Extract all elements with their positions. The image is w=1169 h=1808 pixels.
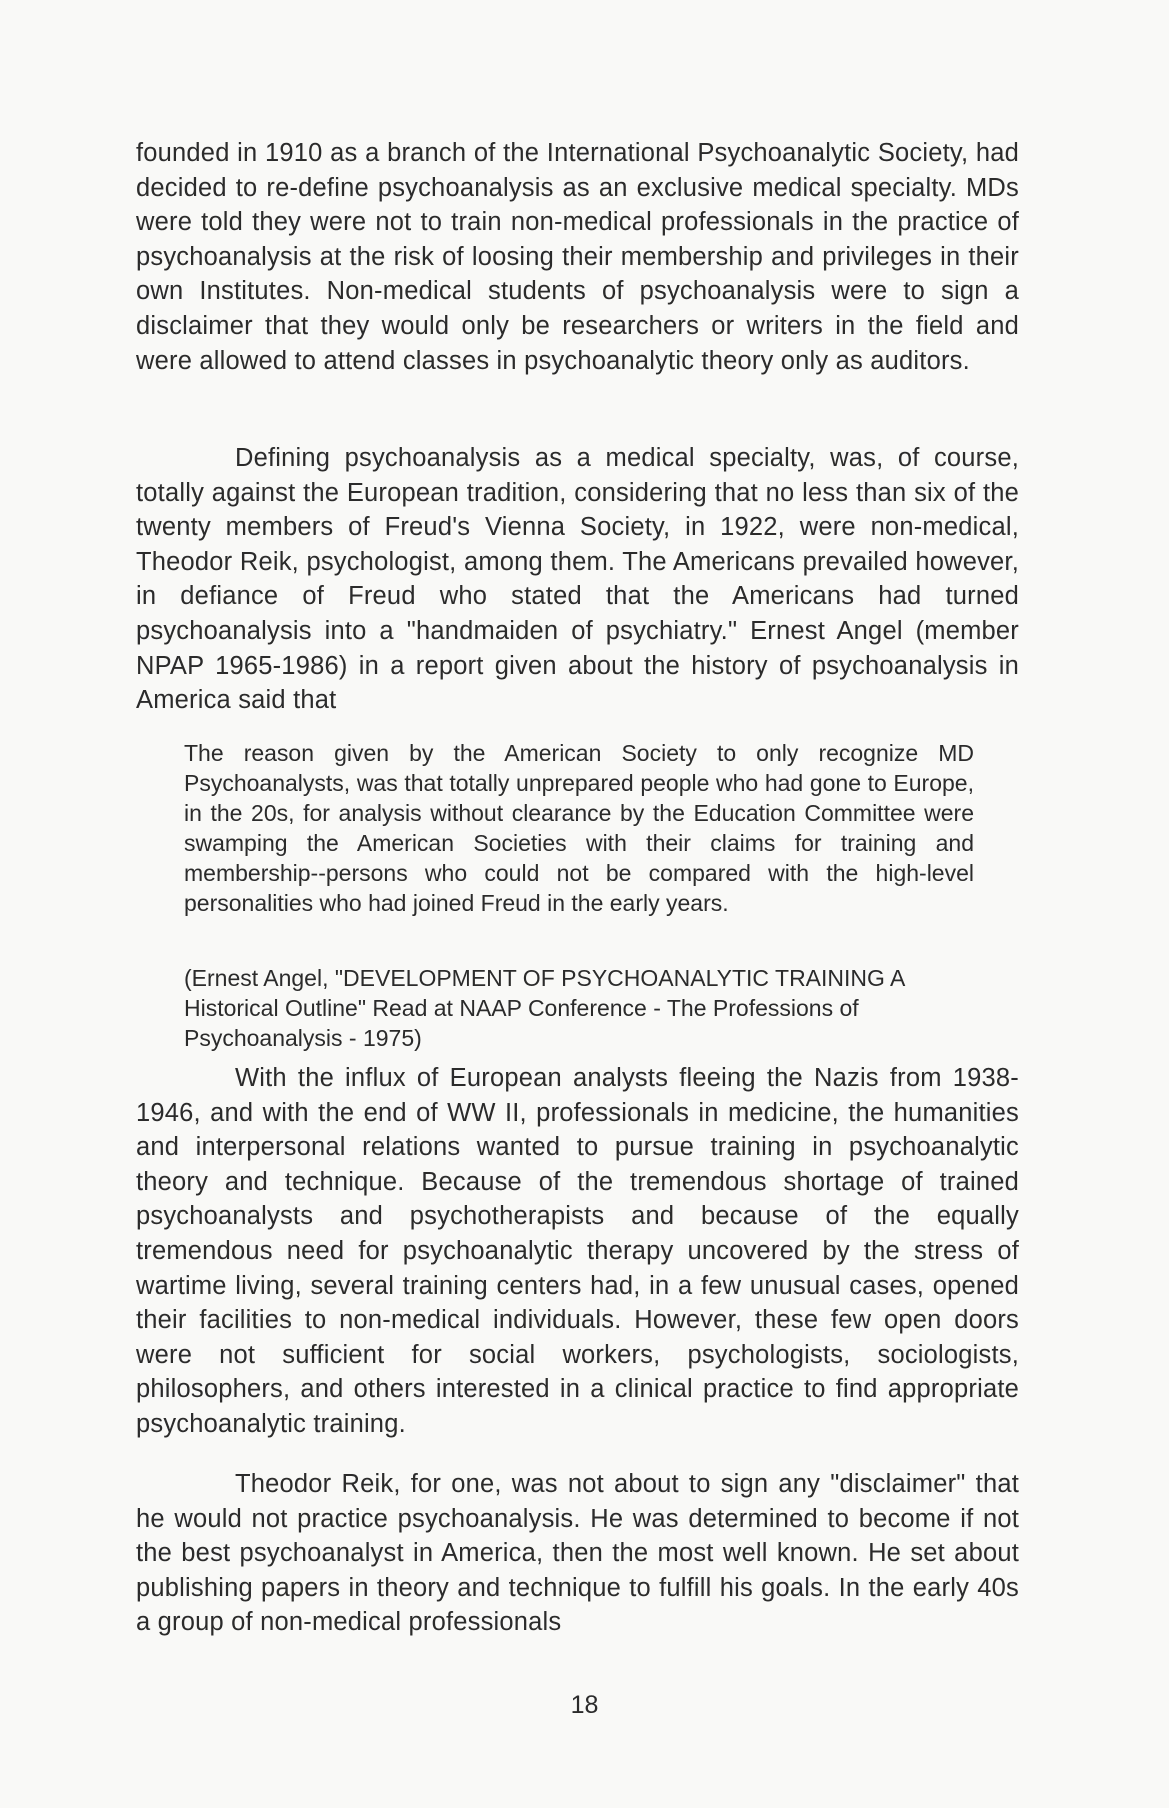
page-number: 18 [570, 1691, 599, 1719]
paragraph-reik: Theodor Reik, for one, was not about to sign any "disclaimer" that he would not practice psychoanalysis. He was determined to become if not the best psychoanalyst in America, then the most well known. He set about publishing papers in theory and technique to fulfill his goals. In the early 40s a group of non-medical professionals [136, 1470, 1019, 1637]
quote-citation: (Ernest Angel, "DEVELOPMENT OF PSYCHOANALYTIC TRAINING A Historical Outline" Read at NAAP Conference - The Professions of Psychoanalysis - 1975) [184, 965, 905, 1051]
paragraph-continued: founded in 1910 as a branch of the International Psychoanalytic Society, had decided to re-define psychoanalysis as an exclusive medical specialty. MDs were told they were not to train non-medical professionals in the practice of psychoanalysis at the risk of loosing their membership and privileges in their own Institutes. Non-medical students of psychoanalysis were to sign a disclaimer that they would only be researchers or writers in the field and were allowed to attend classes in psychoanalytic theory only as auditors. [136, 139, 1019, 375]
block-quote: The reason given by the American Society to only recognize MD Psychoanalysts, was that totally unprepared people who had gone to Europe, in the 20s, for analysis without clearance by the Education Committee were swamping the American Societies with their claims for training and membership--persons who could not be compared with the high-level personalities who had joined Freud in the early years. [184, 740, 974, 916]
paragraph-influx: With the influx of European analysts fleeing the Nazis from 1938-1946, and with the end of WW II, professionals in medicine, the humanities and interpersonal relations wanted to pursue training in psychoanalytic theory and technique. Because of the tremendous shortage of trained psychoanalysts and psychotherapists and because of the equally tremendous need for psychoanalytic therapy uncovered by the stress of wartime living, several training centers had, in a few unusual cases, opened their facilities to non-medical individuals. However, these few open doors were not sufficient for social workers, psychologists, sociologists, philosophers, and others interested in a clinical practice to find appropriate psychoanalytic training. [136, 1064, 1019, 1438]
paragraph-defining: Defining psychoanalysis as a medical specialty, was, of course, totally against the European tradition, considering that no less than six of the twenty members of Freud's Vienna Society, in 1922, were non-medical, Theodor Reik, psychologist, among them. The Americans prevailed however, in defiance of Freud who stated that the Americans had turned psychoanalysis into a "handmaiden of psychiatry." Ernest Angel (member NPAP 1965-1986) in a report given about the history of psychoanalysis in America said that [136, 444, 1019, 715]
